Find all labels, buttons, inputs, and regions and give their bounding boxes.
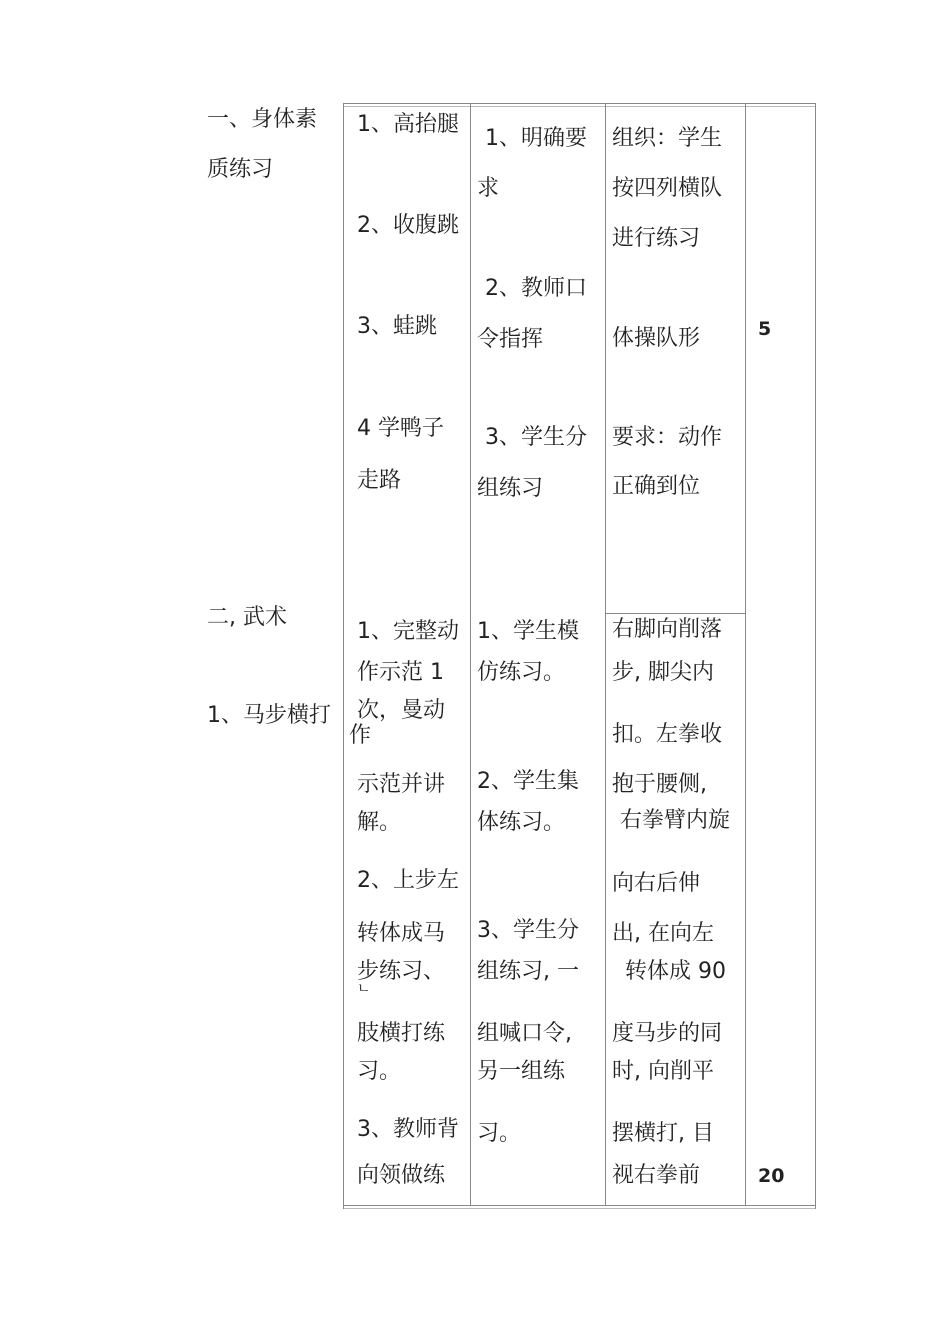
- row2-organization-line: 扣。左拳收: [612, 722, 723, 747]
- row2-time-value: 20: [758, 1165, 785, 1187]
- row2-teaching-line: 习。: [477, 1121, 522, 1146]
- row2-content-line: 1、完整动: [357, 619, 459, 644]
- row1-organization-line: 要求：动作: [612, 425, 723, 450]
- row2-organization-line: 摆横打, 目: [612, 1121, 714, 1146]
- row1-time-value: 5: [758, 318, 772, 340]
- row1-content-line: 1、高抬腿: [357, 112, 459, 137]
- row2-organization-line: 右脚向削落: [612, 617, 723, 642]
- row2-content-line: 3、教师背: [357, 1117, 459, 1142]
- row1-content-line: 3、蛙跳: [357, 314, 437, 339]
- row1-teaching-line: 1、明确要: [485, 126, 587, 151]
- row2-organization-line: 右拳臂内旋: [620, 808, 731, 833]
- row1-organization-line: 体操队形: [612, 326, 701, 351]
- row2-teaching-line: 3、学生分: [477, 918, 579, 943]
- row2-content-line: 解。: [357, 810, 402, 835]
- row2-teaching-line: 仿练习。: [477, 660, 566, 685]
- section1-title-line2: 质练习: [207, 157, 274, 182]
- row2-organization-line: 度马步的同: [612, 1021, 723, 1046]
- row1-organization-line: 进行练习: [612, 226, 701, 251]
- row2-content-line: 2、上步左: [357, 868, 459, 893]
- organization-time-divider: [745, 103, 746, 1206]
- row2-content-line: 习。: [357, 1059, 402, 1084]
- row1-teaching-line: 组练习: [477, 476, 544, 501]
- table-left-border: [343, 103, 344, 1209]
- row2-teaching-line: 另一组练: [477, 1059, 566, 1084]
- table-bottom-border-inner: [343, 1208, 816, 1209]
- row2-organization-line: 抱于腰侧,: [612, 772, 707, 797]
- row1-teaching-line: 2、教师口: [485, 276, 587, 301]
- row2-organization-line: 向右后伸: [612, 871, 701, 896]
- row1-teaching-line: 令指挥: [477, 327, 544, 352]
- section2-title: 二, 武术: [207, 605, 287, 630]
- row2-teaching-line: 体练习。: [477, 810, 566, 835]
- row1-organization-line: 按四列横队: [612, 176, 723, 201]
- row2-teaching-line: 组练习, 一: [477, 959, 579, 984]
- row2-teaching-line: 组喊口令,: [477, 1021, 572, 1046]
- section2-item: 1、马步横打: [207, 703, 331, 728]
- row2-organization-line: 步, 脚尖内: [612, 660, 714, 685]
- row1-content-line: 走路: [357, 468, 402, 493]
- row1-organization-line: 正确到位: [612, 474, 701, 499]
- row2-content-line: 转体成马: [357, 921, 446, 946]
- row2-organization-line: 转体成 90: [625, 959, 726, 984]
- row2-teaching-line: 1、学生模: [477, 619, 579, 644]
- table-right-border: [815, 103, 816, 1209]
- row2-content-line: 示范并讲: [357, 772, 446, 797]
- teaching-organization-divider: [605, 103, 606, 1206]
- section1-title-line1: 一、身体素: [207, 107, 318, 132]
- row1-content-line: 2、收腹跳: [357, 213, 459, 238]
- row2-content-line: 肢横打练: [357, 1021, 446, 1046]
- row2-teaching-line: 2、学生集: [477, 769, 579, 794]
- row2-content-line: 作: [349, 723, 372, 748]
- row2-content-line: 次，曼动: [357, 698, 446, 723]
- row2-content-line: 作示范 1: [357, 660, 444, 685]
- row1-teaching-line: 求: [477, 176, 500, 201]
- row2-content-line: 步练习、: [357, 959, 446, 984]
- row1-organization-line: 组织：学生: [612, 126, 723, 151]
- organization-row-divider: [605, 613, 745, 614]
- row2-content-line: ㄴ: [357, 981, 371, 997]
- row2-organization-line: 视右拳前: [612, 1163, 701, 1188]
- content-teaching-divider: [470, 103, 471, 1206]
- row2-organization-line: 时, 向削平: [612, 1059, 714, 1084]
- row1-teaching-line: 3、学生分: [485, 425, 587, 450]
- row1-content-line: 4 学鸭子: [357, 416, 444, 441]
- row2-content-line: 向领做练: [357, 1163, 446, 1188]
- row2-organization-line: 出, 在向左: [612, 921, 714, 946]
